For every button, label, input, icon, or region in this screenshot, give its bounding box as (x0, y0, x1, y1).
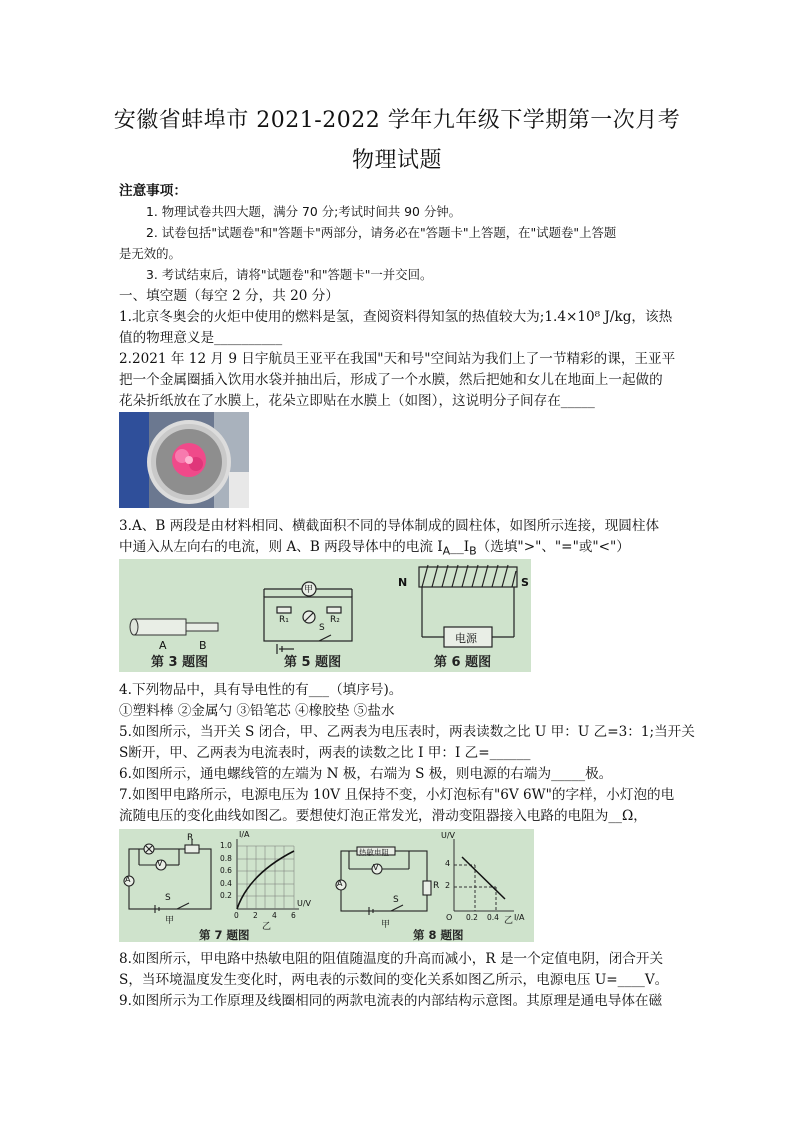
q3-sub-a: A (442, 544, 451, 558)
figure-q7-q8 (119, 829, 534, 942)
question-5-line: 5.如图所示，当开关 S 闭合，甲、乙两表为电压表时，两表读数之比 U 甲：U 乙=3：1;当开关 (119, 724, 695, 740)
caption-q8: 第 8 题图 (413, 928, 464, 942)
v-label-q8: V (373, 863, 379, 872)
q7-ytick: 1.0 (220, 841, 232, 850)
note-item: 是无效的。 (119, 246, 181, 261)
question-6-line: 6.如图所示，通电螺线管的左端为 N 极，右端为 S 极，则电源的右端为_____极。 (119, 766, 613, 782)
question-1-line: 1.北京冬奥会的火炬中使用的燃料是氢，查阅资料得知氢的热值较大为;1.4×10⁸ J/kg，该热 (119, 309, 673, 325)
question-7-line: 流随电压的变化曲线如图乙。要想使灯泡正常发光，滑动变阻器接入电路的电阻为__Ω， (119, 808, 647, 824)
q7-x-axis-label: U/V (297, 899, 312, 908)
q7-xtick: 4 (272, 911, 277, 920)
a-label-q8: A (337, 879, 343, 888)
caption-q6: 第 6 题图 (434, 655, 492, 670)
label-a: A (159, 639, 167, 652)
question-2-line: 把一个金属圈插入饮用水袋并抽出后，形成了一个水膜，然后把她和女儿在地面上一起做的 (119, 372, 663, 388)
q7-xtick: 6 (291, 911, 296, 920)
north-pole-label: N (398, 576, 408, 589)
thermistor-label: 热敏电阻 (359, 848, 389, 857)
jia-label-q8: 甲 (381, 920, 391, 930)
q8-ytick: 4 (445, 859, 451, 868)
meter-jia-label: 甲 (304, 585, 314, 595)
q8-xtick: 0.2 (466, 913, 478, 922)
conductor-ab-diagram (130, 619, 218, 635)
q8-origin: O (446, 913, 453, 922)
q7-ytick: 0.2 (220, 891, 232, 900)
question-8-line: S，当环境温度发生变化时，两电表的示数间的变化关系如图乙所示，电源电压 U=____V。 (119, 972, 669, 988)
switch-label: S (319, 623, 325, 633)
page-subtitle: 物理试题 (351, 148, 442, 173)
label-b: B (199, 639, 207, 652)
q7-ytick: 0.6 (220, 866, 232, 875)
jia-label-q7: 甲 (165, 916, 175, 926)
question-2-line: 花朵折纸放在了水膜上，花朵立即贴在水膜上（如图），这说明分子间存在_____ (119, 393, 595, 409)
q7-y-axis-label: I/A (239, 830, 250, 839)
r-label-q8: R (433, 881, 440, 891)
caption-q7: 第 7 题图 (199, 928, 250, 942)
q7-ytick: 0.4 (220, 879, 232, 888)
yi-label-q7: 乙 (262, 922, 272, 932)
question-1-line: 值的物理意义是__________ (119, 330, 283, 346)
figure-q3-q5-q6 (119, 559, 531, 672)
caption-q3: 第 3 题图 (151, 655, 209, 670)
graph-q7 (237, 839, 299, 909)
q7-xtick: 0 (234, 911, 239, 920)
question-3-line: 中通入从左向右的电流，则 A、B 两段导体中的电流 $I_A\_\_I_B$（选填">"、"="或"<"） (119, 539, 630, 558)
q8-xtick: 0.4 (487, 913, 499, 922)
q8-y-axis-label: U/V (441, 831, 456, 840)
question-4-options: ①塑料棒 ②金属勺 ③铅笔芯 ④橡胶垫 ⑤盐水 (119, 703, 395, 719)
q3-options: （选填">"、"="或"<"） (476, 539, 630, 555)
q3-blank: __ (450, 539, 464, 555)
q8-x-axis-label: I/A (514, 913, 525, 922)
q8-ytick: 2 (445, 881, 451, 890)
note-item: 1. 物理试卷共四大题，满分 70 分;考试时间共 90 分钟。 (146, 204, 462, 219)
r-label-q7: R (187, 833, 194, 843)
question-9-line: 9.如图所示为工作原理及线圈相同的两款电流表的内部结构示意图。其原理是通电导体在磁 (119, 993, 663, 1009)
notes-heading: 注意事项： (119, 183, 187, 199)
q3-text: 中通入从左向右的电流，则 A、B 两段导体中的电流 I (119, 539, 443, 555)
note-item: 2. 试卷包括"试题卷"和"答题卡"两部分，请务必在"答题卡"上答题，在"试题卷"上答题 (146, 225, 617, 240)
r1-label: R₁ (279, 615, 289, 625)
q3-sub-b: B (469, 544, 477, 558)
s-label-q7: S (165, 893, 171, 903)
note-item: 3. 考试结束后，请将"试题卷"和"答题卡"一并交回。 (146, 267, 433, 282)
question-8-line: 8.如图所示，甲电路中热敏电阻的阻值随温度的升高而减小，R 是一个定值电阴，闭合开关 (119, 951, 664, 967)
water-film-photo (119, 412, 249, 508)
r2-label: R₂ (330, 615, 340, 625)
s-label-q8: S (393, 895, 399, 905)
page-title: 安徽省蚌埠市 2021-2022 学年九年级下学期第一次月考 (113, 108, 681, 133)
q7-xtick: 2 (253, 911, 258, 920)
question-5-line: S断开，甲、乙两表为电流表时，两表的读数之比 I 甲：I 乙=______ (119, 745, 531, 761)
q7-ytick: 0.8 (220, 854, 232, 863)
question-3-line: 3.A、B 两段是由材料相同、横截面积不同的导体制成的圆柱体，如图所示连接，现圆柱体 (119, 518, 660, 534)
power-supply-label: 电源 (455, 632, 477, 645)
caption-q5: 第 5 题图 (284, 655, 342, 670)
a-label-q7: A (125, 875, 131, 884)
question-4-line: 4.下列物品中，具有导电性的有___（填序号)。 (119, 682, 403, 698)
south-pole-label: S (521, 576, 529, 589)
graph-q8 (454, 839, 514, 911)
yi-label-q8: 乙 (504, 916, 514, 926)
question-2-line: 2.2021 年 12 月 9 日宇航员王亚平在我国"天和号"空间站为我们上了一节精彩的课，王亚平 (119, 351, 676, 367)
v-label-q7: V (157, 859, 163, 868)
section-heading: 一、填空题（每空 2 分，共 20 分） (119, 288, 339, 304)
question-7-line: 7.如图甲电路所示，电源电压为 10V 且保持不变，小灯泡标有"6V 6W"的字样，小灯泡的电 (119, 787, 675, 803)
